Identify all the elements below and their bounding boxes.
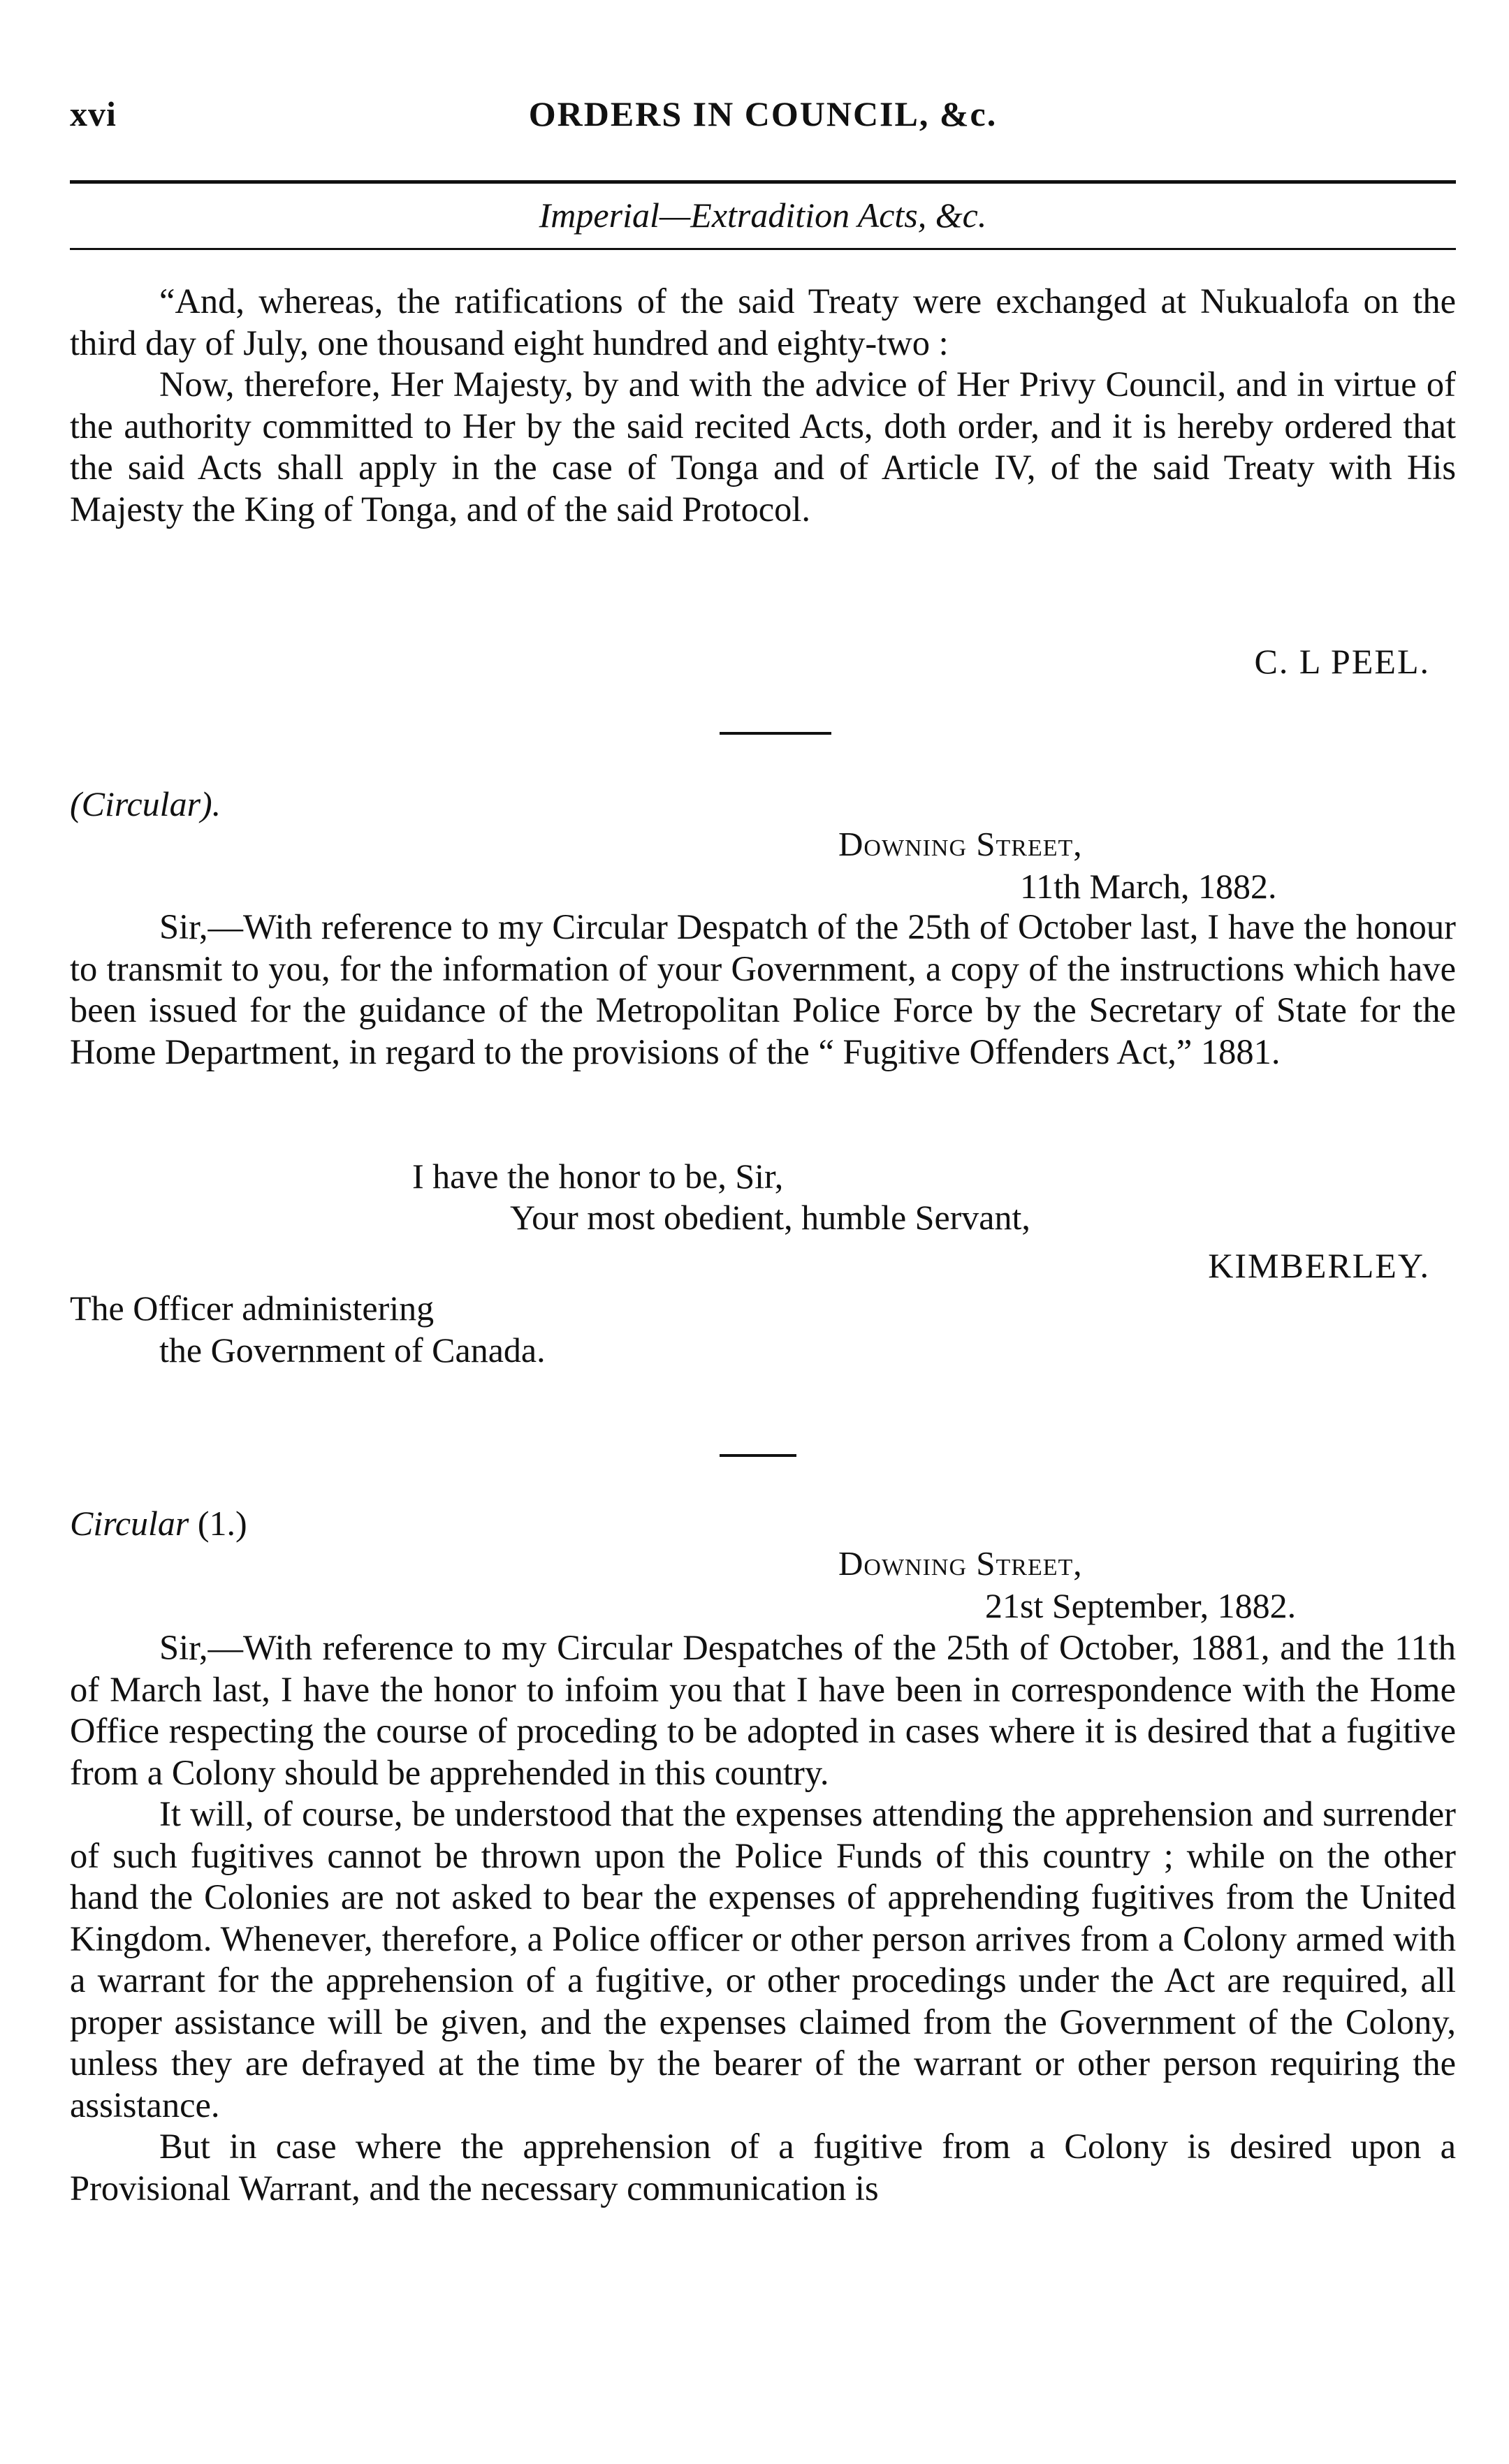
circular-place: Downing Street, bbox=[838, 1544, 1083, 1583]
circular-place: Downing Street, bbox=[838, 825, 1083, 863]
page-title: ORDERS IN COUNCIL, &c. bbox=[528, 94, 998, 133]
page-number: xvi bbox=[70, 94, 117, 133]
order-paragraph-2: Now, therefore, Her Majesty, by and with the advice of Her Privy Council, and in virtue of the authority committed to Her by the said recited Acts, doth order, and it is hereby ordered that the said Acts shall apply in the case of Tonga and of Article IV, of the said Treaty with His Majesty the King of Tonga, and of the said Protocol. bbox=[70, 365, 1456, 529]
circular-text bbox=[70, 1627, 1456, 2209]
circular-text bbox=[70, 907, 1456, 1073]
section-subtitle: Imperial—Extradition Acts, &c. bbox=[539, 196, 987, 235]
addressee bbox=[70, 1288, 546, 1371]
header-rule-bottom bbox=[70, 248, 1456, 250]
section-separator bbox=[720, 732, 831, 735]
header-rule-top bbox=[70, 180, 1456, 184]
circular-paragraph-1: Sir,—With reference to my Circular Despatches of the 25th of October, 1881, and the 11th of March last, I have the honor to infoim you that I have been in correspondence with the Home Office respecting the course of proceding to be adopted in cases where it is desired that a fugitive from a Colony should be apprehended in this country. bbox=[70, 1628, 1456, 1792]
addressee-line-1: The Officer administering bbox=[70, 1289, 435, 1328]
order-text bbox=[70, 281, 1456, 530]
circular-date: 11th March, 1882. bbox=[1020, 867, 1277, 906]
order-signature: C. L PEEL. bbox=[1254, 642, 1430, 681]
circular-paragraph-3: But in case where the apprehension of a fugitive from a Colony is desired upon a Provisional Warrant, and the necessary communication is bbox=[70, 2127, 1456, 2208]
closing-line-1: I have the honor to be, Sir, bbox=[412, 1157, 784, 1196]
order-paragraph-1: “And, whereas, the ratifications of the said Treaty were exchanged at Nukualofa on the third day of July, one thousand eight hundred and eighty-two : bbox=[70, 281, 1456, 362]
circular-date: 21st September, 1882. bbox=[985, 1586, 1297, 1625]
circular-paragraph-1: Sir,—With reference to my Circular Despatch of the 25th of October last, I have the honour to transmit to you, for the information of your Government, a copy of the instructions which have been issued for the guidance of the Metropolitan Police Force by the Secretary of State for the Home Department, in regard to the provisions of the “ Fugitive Offenders Act,” 1881. bbox=[70, 907, 1456, 1071]
closing-line-2: Your most obedient, humble Servant, bbox=[510, 1198, 1030, 1237]
running-head bbox=[70, 89, 1456, 138]
circular-label: (Circular). bbox=[70, 784, 221, 823]
section-separator bbox=[720, 1454, 796, 1457]
circular-signature: KIMBERLEY. bbox=[1208, 1246, 1430, 1285]
circular-paragraph-2: It will, of course, be understood that the expenses attending the apprehension and surrender of such fugitives cannot be thrown upon the Police Funds of this country ; while on the other hand the Colonies are not asked to bear the expenses of apprehending fugitives from the United Kingdom. Whenever, therefore, a Police officer or other person arrives from a Colony armed with a warrant for the apprehension of a fugitive, or other procedings under the Act are required, all proper assistance will be given, and the expenses claimed from the Government of the Colony, unless they are defrayed at the time by the bearer of the warrant or other person requiring the assistance. bbox=[70, 1794, 1456, 2125]
addressee-line-2: the Government of Canada. bbox=[159, 1330, 546, 1370]
circular-label: Circular (1.) bbox=[70, 1504, 247, 1543]
